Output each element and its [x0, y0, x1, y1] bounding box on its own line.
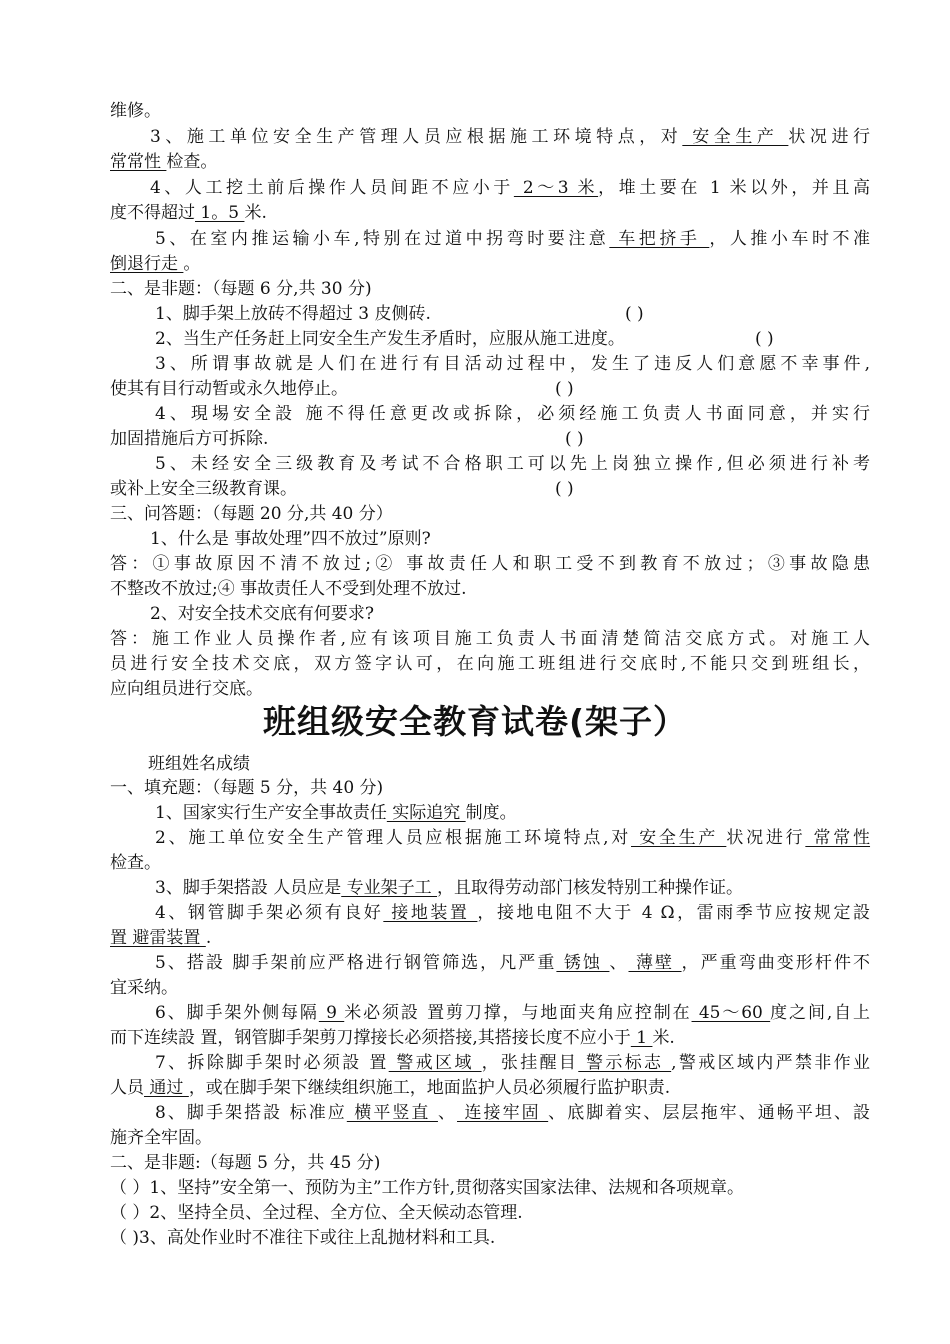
section-header	[110, 277, 870, 301]
text: 2、当生产任务赶上同安全生产发生矛盾时，应服从施工进度。	[155, 329, 625, 349]
fill-item-5-line1	[155, 951, 870, 975]
answer-blank: 1。5	[195, 203, 245, 223]
fill-item-1	[155, 801, 870, 825]
question-4-line1	[150, 176, 870, 200]
fill-item-2-line1	[155, 826, 870, 850]
question-3-line2	[110, 150, 870, 174]
fill-item-6-line1	[155, 1001, 870, 1025]
text: ，人推小车时不准	[709, 229, 871, 249]
text: 3、脚手架搭設 人员应是	[155, 878, 342, 898]
answer-blank: 警戒区域	[388, 1053, 482, 1073]
text: .	[205, 928, 212, 948]
answer-blank: 1	[630, 1028, 653, 1048]
answer-blank: 通过	[144, 1078, 189, 1098]
answer-blank: 安全生产	[682, 127, 789, 147]
qa-answer-2-line1	[110, 627, 870, 651]
text: （ ）1、坚持”安全第一、预防为主”工作方针,贯彻落实国家法律、法规和各项规章。	[110, 1178, 745, 1198]
fill-item-4-line1	[155, 901, 870, 925]
answer-paren: ( )	[755, 329, 774, 349]
qa-question-2	[150, 602, 870, 626]
text: 。	[183, 254, 201, 274]
text: ，或在脚手架下继续组织施工，地面监护人员必须履行监护职责.	[188, 1078, 671, 1098]
text: 检查。	[110, 853, 161, 873]
fill-item-8-line1	[155, 1101, 870, 1125]
fill-item-5-line2	[110, 976, 870, 1000]
text: 、	[609, 953, 629, 973]
answer-blank: 45～60	[691, 1003, 771, 1023]
exam-info-line	[148, 752, 908, 776]
answer-blank: 连接牢固	[457, 1103, 549, 1123]
text: 宜采纳。	[110, 978, 178, 998]
fill-item-7-line1	[155, 1051, 870, 1075]
answer-blank: 安全生产	[631, 828, 727, 848]
text: 人员	[110, 1078, 144, 1098]
tf-item-3-line1	[155, 352, 870, 376]
answer-blank: 车把挤手	[609, 229, 710, 249]
answer-blank: 常常性	[110, 152, 167, 172]
answer-blank: 常常性	[805, 828, 871, 848]
fill-item-6-line2	[110, 1026, 870, 1050]
text: ，张挂醒目	[481, 1053, 579, 1073]
answer-blank: 实际追究	[386, 803, 466, 823]
text: 米必须設 置剪刀撑，与地面夹角应控制在	[344, 1003, 692, 1023]
text: 度之间,自上	[770, 1003, 871, 1023]
text: 米.	[652, 1028, 675, 1048]
qa-question-1	[150, 527, 870, 551]
section-header	[110, 776, 870, 800]
text: ，严重弯曲变形杆件不	[681, 953, 871, 973]
answer-blank: 警示标志	[578, 1053, 672, 1073]
text: 度不得超过	[110, 203, 195, 223]
text: 5、未经安全三级教育及考试不合格职工可以先上岗独立操作,但必须进行补考	[155, 454, 870, 474]
text: 员进行安全技术交底，双方签字认可，在向施工班组进行交底时,不能只交到班组长，	[110, 654, 870, 674]
text: 而下连续設 置，钢管脚手架剪刀撑接长必须搭接,其搭接长度不应小于	[110, 1028, 631, 1048]
text: 维修。	[110, 101, 161, 121]
text: （ )3、高处作业时不准往下或往上乱抛材料和工具.	[110, 1228, 496, 1248]
section-header	[110, 502, 870, 526]
text: 应向组员进行交底。	[110, 679, 263, 699]
answer-blank: 9	[318, 1003, 345, 1023]
text: 3、施工单位安全生产管理人员应根据施工环境特点，对	[150, 127, 683, 147]
answer-blank: 横平竖直	[346, 1103, 438, 1123]
qa-answer-1-line1	[110, 552, 870, 576]
tf-item-4-line1	[155, 402, 870, 426]
text: 、底脚着实、层层拖牢、通畅平坦、設	[548, 1103, 871, 1123]
text: 2、施工单位安全生产管理人员应根据施工环境特点,对	[155, 828, 632, 848]
tf-item-1	[155, 302, 870, 326]
answer-blank: 专业架子工	[341, 878, 438, 898]
text: 5、搭設 脚手架前应严格进行钢管筛选，凡严重	[155, 953, 557, 973]
text: 3、所谓事故就是人们在进行有目活动过程中，发生了违反人们意愿不幸事件,	[155, 354, 870, 374]
text: 1、国家实行生产安全事故责任	[155, 803, 387, 823]
qa-answer-2-line2	[110, 652, 870, 676]
text: 2、对安全技术交底有何要求?	[150, 604, 374, 624]
text: 8、脚手架搭設 标准应	[155, 1103, 347, 1123]
qa-answer-1-line2	[110, 577, 870, 601]
answer-blank: 置 避雷装置	[110, 928, 206, 948]
question-5-line1	[155, 227, 870, 251]
tf-item-5-line1	[155, 452, 870, 476]
tf-item-1	[110, 1176, 870, 1200]
text: ，接地电阻不大于 4 Ω，雷雨季节应按规定設	[477, 903, 871, 923]
text: 或补上安全三级教育课。	[110, 479, 297, 499]
question-4-line2	[110, 201, 870, 225]
text: 1、什么是 事故处理”四不放过”原则?	[150, 529, 431, 549]
text: 6、脚手架外侧每隔	[155, 1003, 319, 1023]
tf-item-3-line2	[110, 377, 870, 401]
question-5-line2	[110, 252, 870, 276]
tf-item-5-line2	[110, 477, 870, 501]
answer-paren: ( )	[555, 479, 574, 499]
tf-item-2	[155, 327, 870, 351]
text: 施齐全牢固。	[110, 1128, 212, 1148]
tf-item-3	[110, 1226, 870, 1250]
text: ，且取得劳动部门核发特别工种操作证。	[437, 878, 744, 898]
text: （ ）2、坚持全员、全过程、全方位、全天候动态管理.	[110, 1203, 523, 1223]
text: 二、是非题：（每题 6 分,共 30 分)	[110, 279, 372, 299]
text: 检查。	[166, 152, 218, 172]
answer-blank: 薄壁	[628, 953, 682, 973]
tf-item-4-line2	[110, 427, 870, 451]
text: 7、拆除脚手架时必须設 置	[155, 1053, 389, 1073]
fill-item-2-line2	[110, 851, 870, 875]
text: 、	[437, 1103, 458, 1123]
text: 4、現埸安全設 施不得任意更改或拆除，必须经施工负责人书面同意，并实行	[155, 404, 870, 424]
text: 4、钢管脚手架必须有良好	[155, 903, 384, 923]
text: ,警戒区域内严禁非作业	[671, 1053, 870, 1073]
text-line	[110, 99, 870, 123]
fill-item-8-line2	[110, 1126, 870, 1150]
text: 加固措施后方可拆除.	[110, 429, 269, 449]
question-3-line1	[150, 125, 870, 149]
text: 米.	[244, 203, 267, 223]
page-title: 班组级安全教育试卷(架子）	[262, 702, 688, 741]
fill-item-4-line2	[110, 926, 870, 950]
text: 4、人工挖土前后操作人员间距不应小于	[150, 178, 514, 198]
text: ，堆土要在 1 米以外，并且高	[598, 178, 870, 198]
text: 答：①事故原因不清不放过;② 事故责任人和职工受不到教育不放过；③事故隐患	[110, 554, 870, 574]
answer-paren: ( )	[625, 304, 644, 324]
text: 一、填充题：（每题 5 分，共 40 分)	[110, 778, 384, 798]
text: 制度。	[465, 803, 517, 823]
text: 状况进行	[726, 828, 806, 848]
answer-blank: 接地装置	[383, 903, 478, 923]
section-header	[110, 1151, 870, 1175]
answer-blank: 倒退行走	[110, 254, 184, 274]
text: 班组姓名成绩	[148, 754, 250, 774]
text: 状况进行	[788, 127, 871, 147]
text: 使其有目行动暂或永久地停止。	[110, 379, 348, 399]
answer-paren: ( )	[555, 379, 574, 399]
text: 1、脚手架上放砖不得超过 3 皮侧砖.	[155, 304, 431, 324]
fill-item-3	[155, 876, 870, 900]
tf-item-2	[110, 1201, 870, 1225]
answer-blank: 锈蚀	[556, 953, 610, 973]
text: 二、是非题:（每题 5 分，共 45 分)	[110, 1153, 381, 1173]
qa-answer-2-line3	[110, 677, 870, 701]
text: 5、在室内推运输小车,特别在过道中拐弯时要注意	[155, 229, 610, 249]
answer-paren: ( )	[565, 429, 584, 449]
text: 不整改不放过;④ 事故责任人不受到处理不放过.	[110, 579, 467, 599]
fill-item-7-line2	[110, 1076, 870, 1100]
text: 三、问答题：（每题 20 分,共 40 分）	[110, 504, 393, 524]
text: 答：施工作业人员操作者,应有该项目施工负责人书面清楚简洁交底方式。对施工人	[110, 629, 870, 649]
answer-blank: 2～3 米	[513, 178, 599, 198]
